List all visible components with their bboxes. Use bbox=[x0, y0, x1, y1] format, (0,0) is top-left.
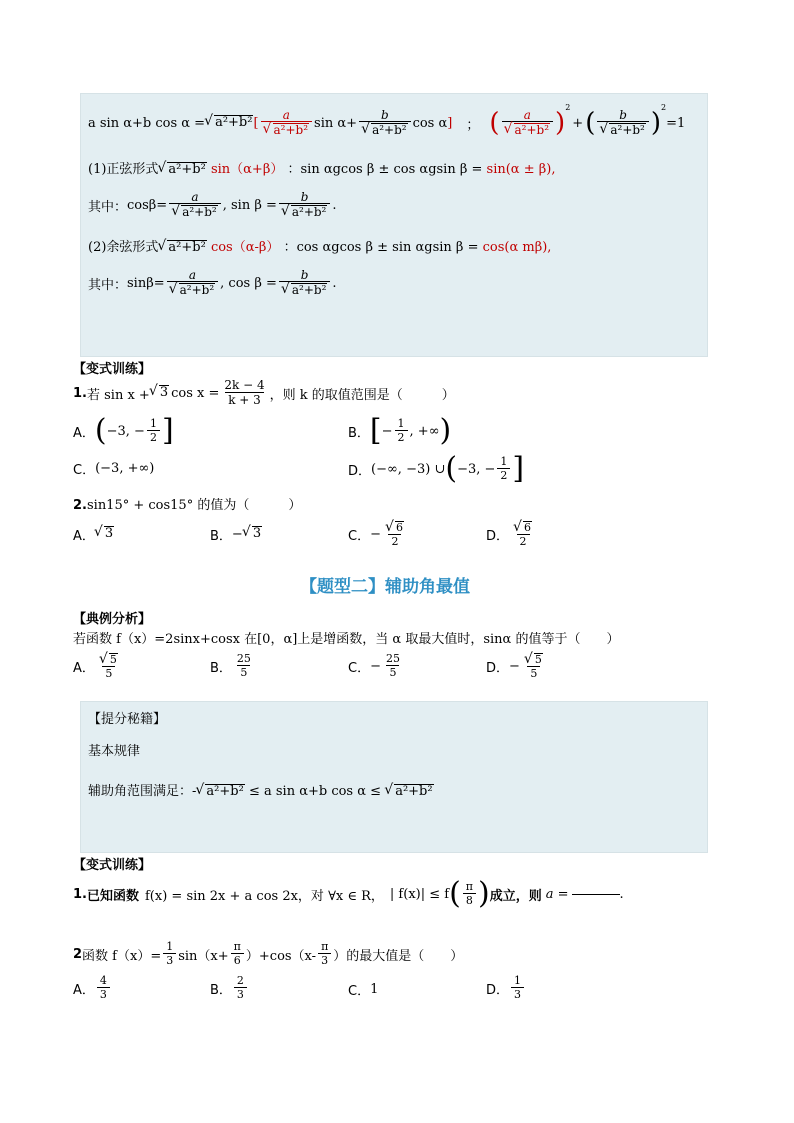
tips-box bbox=[80, 701, 708, 853]
q2-option-d[interactable]: D． √ $\frac{6}{2}$ bbox=[486, 516, 537, 552]
q1-option-c[interactable]: C． (−3, +∞) bbox=[73, 460, 155, 478]
q5-option-c[interactable]: C． 1 bbox=[348, 981, 379, 999]
section-label-practice-2: 【变式训练】 bbox=[73, 858, 152, 873]
q5-option-b[interactable]: B． $\frac{2}{3}$ bbox=[210, 970, 249, 1006]
sine-form-line: (1)正弦形式√ a²+b² sin（α+β） ：sin αgcos β ± cos αgsin β = sin(α ± β), bbox=[88, 158, 555, 177]
q2-option-a[interactable]: A． √ 3 bbox=[73, 516, 114, 552]
q1-option-d[interactable]: D． (−∞, −3) ∪ ( −3, − $\frac{1}{2}$ ] bbox=[348, 451, 525, 486]
question-5: 2 函数 f（x）= $\frac{1}{3}$ sin（x+ $\frac{\pi}{6}$ ）+cos（x- $\frac{\pi}{3}$ ）的最大值是（ ） bbox=[73, 940, 464, 967]
tips-box-range: 辅助角范围满足：-√ a²+b² ≤ a sin α+b cos α ≤ √ a²+b² bbox=[88, 780, 434, 799]
example-label: 【典例分析】 bbox=[73, 612, 152, 627]
fraction-a: a √ a²+b² bbox=[261, 109, 313, 138]
q3-option-b[interactable]: B． $\frac{25}{5}$ bbox=[210, 652, 251, 679]
q1-option-a[interactable]: A． ( −3, − $\frac{1}{2}$ ] bbox=[73, 413, 174, 448]
question-2: 2.sin15° + cos15° 的值为（ ） bbox=[73, 498, 302, 513]
sine-form-where: 其中： cosβ= a √ a²+b² , sin β = b √ a²+b² . bbox=[88, 184, 337, 226]
question-4: 1. 已知函数 f(x) = sin 2x + a cos 2x，对 ∀x ∈ R， | f(x)| ≤ f ( $\frac{\pi}{8}$ ) 成立，则 a = . bbox=[73, 876, 624, 911]
section-title: 【题型二】辅助角最值 bbox=[300, 577, 470, 597]
q5-option-a[interactable]: A． $\frac{4}{3}$ bbox=[73, 970, 112, 1006]
q3-option-a[interactable]: A． √ $\frac{5}{5}$ bbox=[73, 648, 123, 684]
question-3: 若函数 f（x）=2sinx+cosx 在[0，α]上是增函数，当 α 取最大值时，sinα 的值等于（ ） bbox=[73, 632, 620, 647]
q3-option-d[interactable]: D． − √ $\frac{5}{5}$ bbox=[486, 648, 548, 684]
section-label-practice-1: 【变式训练】 bbox=[73, 362, 152, 377]
cosine-form-line: (2)余弦形式√ a²+b² cos（α-β） ：cos αgcos β ± sin αgsin β = cos(α mβ), bbox=[88, 236, 551, 255]
tips-box-title: 【提分秘籍】 bbox=[88, 712, 167, 727]
formula-row-1: a sin α+b cos α = √ a²+b² [ a √ a²+b² sin α+ b √ a²+b² cos α ] ； ( a √ a²+b² ) $^2$ + ( b √ a²+b² ) $^2$ =1 bbox=[88, 100, 685, 146]
q3-option-c[interactable]: C． − $\frac{25}{5}$ bbox=[348, 652, 400, 679]
q5-option-d[interactable]: D． $\frac{1}{3}$ bbox=[486, 970, 526, 1006]
q2-option-c[interactable]: C． − √ $\frac{6}{2}$ bbox=[348, 516, 409, 552]
tips-box-subtitle: 基本规律 bbox=[88, 744, 141, 759]
q2-option-b[interactable]: B． − √ 3 bbox=[210, 516, 262, 552]
q1-option-b[interactable]: B． [ − $\frac{1}{2}$ , +∞ ) bbox=[348, 413, 452, 448]
radical: √ a²+b² bbox=[214, 115, 253, 130]
fraction-b: b √ a²+b² bbox=[359, 109, 411, 138]
answer-blank[interactable] bbox=[572, 894, 620, 895]
cosine-form-where: 其中： sinβ= a √ a²+b² , cos β = b √ a²+b² . bbox=[88, 262, 337, 304]
question-1: 1. 若 sin x + √ 3 cos x = $\frac{2k - 4}{k + 3}$ ，则 k 的取值范围是（ ） bbox=[73, 376, 455, 410]
formula-lhs: a sin α+b cos α = bbox=[88, 115, 206, 131]
